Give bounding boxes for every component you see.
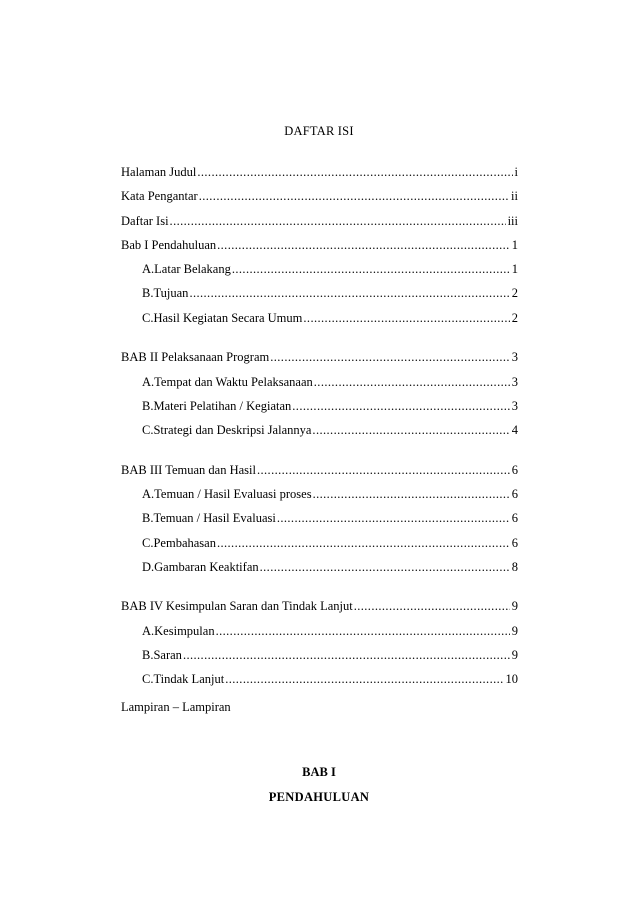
toc-entry-bab-1[interactable] — [121, 239, 518, 254]
toc-entry-label: Latar Belakang — [154, 262, 231, 277]
toc-entry-label: Pembahasan — [153, 535, 216, 550]
dot-leader — [303, 312, 509, 325]
toc-entry-label: Temuan / Hasil Evaluasi proses — [154, 486, 312, 501]
toc-entry-page: 2 — [511, 310, 518, 325]
toc-entry-label: Materi Pelatihan / Kegiatan — [153, 398, 292, 413]
toc-entry-strategi-deskripsi[interactable] — [121, 424, 518, 439]
toc-entry-bab-4[interactable] — [121, 600, 518, 615]
toc-entry-page: 9 — [511, 599, 518, 614]
toc-entry-page: 3 — [511, 350, 518, 365]
toc-entry-page: 3 — [511, 374, 518, 389]
toc-entry-bab-2[interactable] — [121, 351, 518, 366]
dot-leader — [277, 512, 510, 525]
toc-entry-page: 10 — [505, 672, 518, 687]
table-of-contents — [121, 166, 518, 698]
dot-leader — [270, 351, 510, 364]
toc-entry-evaluasi-proses[interactable] — [121, 488, 518, 503]
toc-entry-page: 9 — [511, 623, 518, 638]
dot-leader — [312, 424, 509, 437]
dot-leader — [170, 215, 506, 228]
toc-entry-marker: C. — [142, 535, 154, 550]
dot-leader — [199, 190, 509, 203]
toc-entry-page: 1 — [511, 262, 518, 277]
dot-leader — [183, 649, 510, 662]
dot-leader — [197, 166, 512, 179]
page-title: DAFTAR ISI — [284, 124, 354, 138]
dot-leader — [216, 625, 510, 638]
dot-leader — [257, 464, 510, 477]
toc-entry-label: Tindak Lanjut — [153, 672, 225, 687]
dot-leader — [189, 287, 509, 300]
toc-entry-label: Halaman Judul — [121, 165, 197, 179]
toc-entry-marker: B. — [142, 286, 154, 301]
toc-entry-bab-3[interactable] — [121, 464, 518, 479]
dot-leader — [314, 376, 510, 389]
toc-entry-page: 6 — [511, 486, 518, 501]
toc-entry-page: iii — [507, 213, 518, 228]
toc-entry-label: Strategi dan Deskripsi Jalannya — [153, 423, 312, 438]
chapter-title: PENDAHULUAN — [268, 790, 370, 804]
toc-entry-lampiran[interactable]: Lampiran – Lampiran — [121, 700, 231, 714]
toc-entry-page: 6 — [511, 462, 518, 477]
toc-entry-saran[interactable] — [121, 649, 518, 664]
chapter-number: BAB I — [302, 765, 336, 779]
toc-entry-label: Daftar Isi — [121, 213, 169, 228]
toc-entry-marker: C. — [142, 423, 154, 438]
toc-entry-marker: A. — [142, 262, 155, 277]
toc-entry-halaman-judul[interactable] — [121, 166, 518, 181]
toc-entry-label: BAB IV Kesimpulan Saran dan Tindak Lanjut — [121, 599, 353, 614]
toc-entry-hasil-kegiatan[interactable] — [121, 312, 518, 327]
toc-entry-hasil-evaluasi[interactable] — [121, 512, 518, 527]
toc-entry-label: Tempat dan Waktu Pelaksanaan — [154, 374, 313, 389]
dot-leader — [217, 239, 510, 252]
toc-entry-kata-pengantar[interactable] — [121, 190, 518, 205]
toc-entry-label: Bab I Pendahuluan — [121, 237, 217, 252]
toc-entry-page: ii — [511, 189, 518, 204]
toc-entry-label: BAB II Pelaksanaan Program — [121, 350, 270, 365]
toc-entry-label: Kesimpulan — [154, 623, 215, 638]
toc-entry-marker: C. — [142, 672, 154, 687]
toc-entry-page: 1 — [511, 237, 518, 252]
toc-entry-page: 6 — [511, 511, 518, 526]
toc-entry-page: i — [514, 165, 518, 179]
toc-entry-label: Tujuan — [153, 286, 189, 301]
toc-entry-page: 4 — [511, 423, 518, 438]
dot-leader — [225, 673, 503, 686]
dot-leader — [260, 561, 510, 574]
toc-entry-page: 3 — [511, 398, 518, 413]
toc-entry-marker: B. — [142, 398, 154, 413]
toc-entry-marker: D. — [142, 559, 155, 574]
toc-entry-label: Gambaran Keaktifan — [154, 559, 259, 574]
toc-entry-marker: C. — [142, 310, 154, 325]
toc-entry-materi-pelatihan[interactable] — [121, 400, 518, 415]
toc-entry-latar-belakang[interactable] — [121, 263, 518, 278]
toc-entry-marker: A. — [142, 623, 155, 638]
toc-entry-tujuan[interactable] — [121, 287, 518, 302]
toc-entry-marker: B. — [142, 511, 154, 526]
toc-entry-pembahasan[interactable] — [121, 537, 518, 552]
toc-entry-daftar-isi[interactable] — [121, 215, 518, 230]
dot-leader — [217, 537, 510, 550]
toc-entry-tempat-waktu[interactable] — [121, 376, 518, 391]
toc-entry-marker: A. — [142, 374, 155, 389]
toc-entry-page: 8 — [511, 559, 518, 574]
toc-entry-gambaran-keaktifan[interactable] — [121, 561, 518, 576]
toc-entry-marker: B. — [142, 647, 154, 662]
toc-entry-kesimpulan[interactable] — [121, 625, 518, 640]
toc-entry-page: 9 — [511, 647, 518, 662]
toc-entry-page: 6 — [511, 535, 518, 550]
toc-entry-marker: A. — [142, 486, 155, 501]
dot-leader — [354, 600, 510, 613]
dot-leader — [292, 400, 509, 413]
toc-entry-tindak-lanjut[interactable] — [121, 673, 518, 688]
toc-entry-label: Hasil Kegiatan Secara Umum — [153, 310, 303, 325]
toc-entry-page: 2 — [511, 286, 518, 301]
dot-leader — [232, 263, 510, 276]
toc-entry-label: BAB III Temuan dan Hasil — [121, 462, 256, 477]
toc-entry-label: Temuan / Hasil Evaluasi — [153, 511, 276, 526]
toc-entry-label: Kata Pengantar — [121, 189, 198, 204]
dot-leader — [313, 488, 510, 501]
toc-entry-label: Saran — [153, 647, 182, 662]
